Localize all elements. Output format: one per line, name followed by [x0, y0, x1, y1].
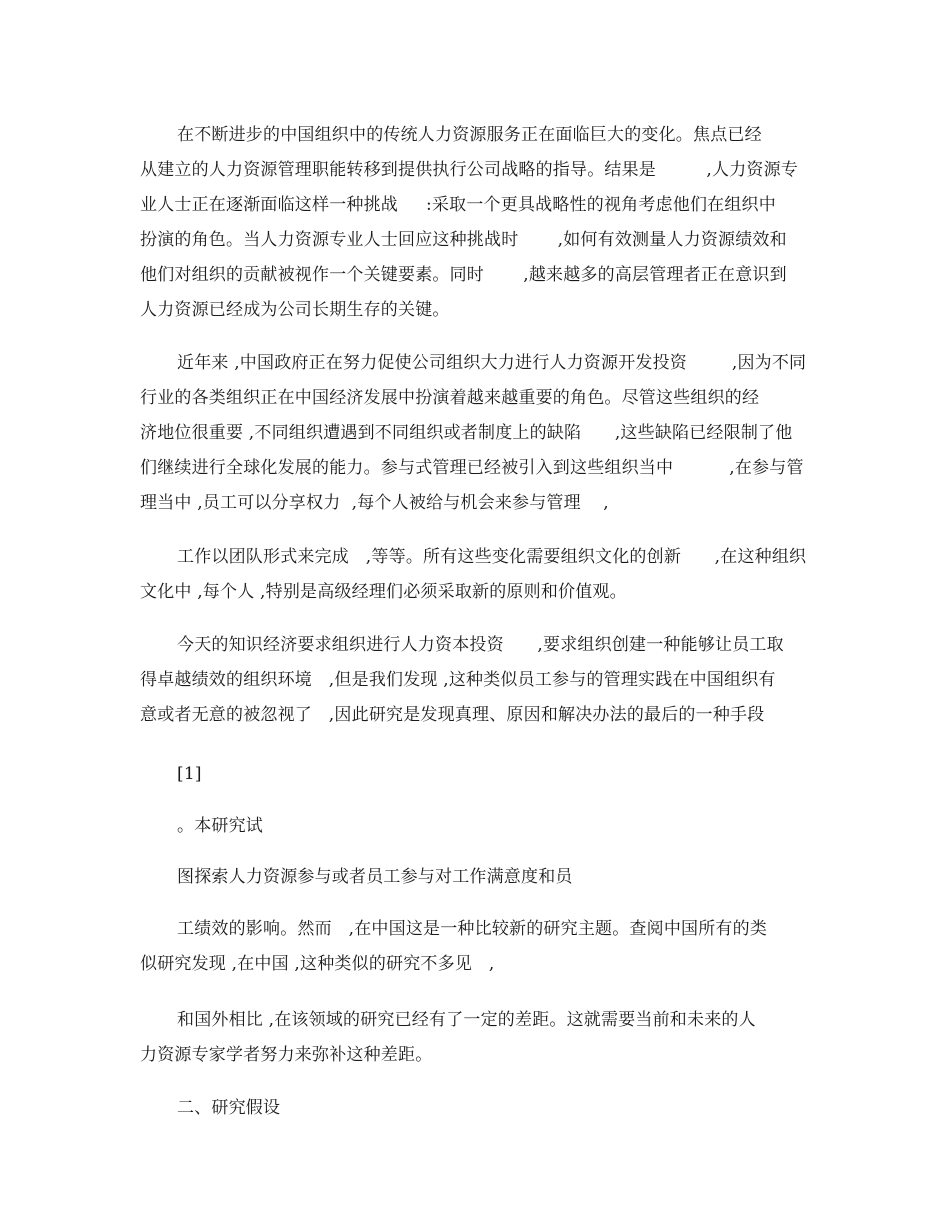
text-line: 近年来 ,中国政府正在努力促使公司组织大力进行人力资源开发投资 ,因为不同 — [177, 353, 807, 373]
text-line: 从建立的人力资源管理职能转移到提供执行公司战略的指导。结果是 ,人力资源专 — [140, 160, 799, 180]
text-line: 们继续进行全球化发展的能力。参与式管理已经被引入到这些组织当中 ,在参与管 — [140, 458, 804, 478]
text-line: 他们对组织的贡献被视作一个关键要素。同时 ,越来越多的高层管理者正在意识到 — [140, 265, 787, 285]
text-line: 在不断进步的中国组织中的传统人力资源服务正在面临巨大的变化。焦点已经 — [177, 125, 762, 145]
text-line: 理当中 ,员工可以分享权力 ,每个人被给与机会来参与管理 , — [140, 493, 609, 513]
text-line: 行业的各类组织正在中国经济发展中扮演着越来越重要的角色。尽管这些组织的经 — [140, 388, 760, 408]
text-line: 扮演的角色。当人力资源专业人士回应这种挑战时 ,如何有效测量人力资源绩效和 — [140, 230, 787, 250]
text-line: 人力资源已经成为公司长期生存的关键。 — [140, 300, 450, 320]
section-heading: 二、研究假设 — [177, 1098, 281, 1118]
text-line: 工绩效的影响。然而 ,在中国这是一种比较新的研究主题。查阅中国所有的类 — [177, 919, 768, 939]
text-line: 济地位很重要 ,不同组织遭遇到不同组织或者制度上的缺陷 ,这些缺陷已经限制了他 — [140, 423, 793, 443]
text-line: 力资源专家学者努力来弥补这种差距。 — [140, 1045, 433, 1065]
text-line: 工作以团队形式来完成 ,等等。所有这些变化需要组织文化的创新 ,在这种组织 — [177, 547, 807, 567]
text-line: 和国外相比 ,在该领域的研究已经有了一定的差距。这就需要当前和未来的人 — [177, 1010, 756, 1030]
text-line: 文化中 ,每个人 ,特别是高级经理们必须采取新的原则和价值观。 — [140, 582, 627, 602]
text-fragment: 。本研究试 — [177, 816, 263, 836]
text-line: 得卓越绩效的组织环境 ,但是我们发现 ,这种类似员工参与的管理实践在中国组织有 — [140, 670, 776, 690]
citation-reference: [1] — [177, 764, 202, 784]
text-line: 似研究发现 ,在中国 ,这种类似的研究不多见 , — [140, 954, 495, 974]
text-line: 今天的知识经济要求组织进行人力资本投资 ,要求组织创建一种能够让员工取 — [177, 635, 784, 655]
text-line: 业人士正在逐渐面临这样一种挑战 :采取一个更具战略性的视角考虑他们在组织中 — [140, 195, 776, 215]
text-fragment: 图探索人力资源参与或者员工参与对工作满意度和员 — [177, 867, 573, 887]
text-line: 意或者无意的被忽视了 ,因此研究是发现真理、原因和解决办法的最后的一种手段 — [140, 705, 765, 725]
